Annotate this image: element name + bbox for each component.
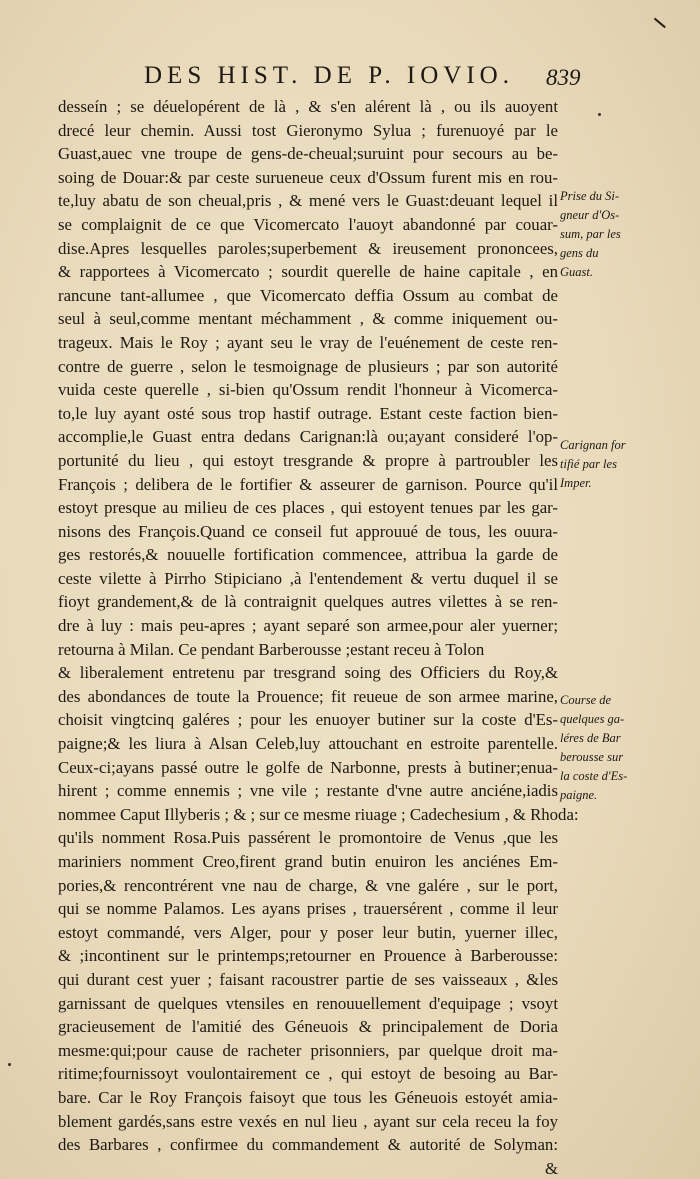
ink-speck	[598, 113, 601, 116]
text-line: qu'ils nomment Rosa.Puis passérent le promontoire de Venus ,que les	[58, 828, 558, 848]
text-line: choisit vingtcinq galéres ; pour les enuoyer butiner sur la coste d'Es-	[58, 710, 558, 730]
margin-note-line: tifié par les	[560, 457, 617, 471]
text-line: Ceux-ci;ayans passé outre le golfe de Narbonne, prests à butiner;enua-	[58, 757, 558, 777]
ink-speck	[8, 1063, 11, 1066]
margin-note-line: Carignan for	[560, 438, 626, 452]
text-line: gracieusement de l'amitié des Géneuois & principalement de Doria	[58, 1017, 558, 1037]
text-line: & liberalement entretenu par tresgrand soing des Officiers du Roy,&	[58, 663, 558, 683]
text-line: estoyt commandé, vers Alger, pour y poser leur butin, yuerner illec,	[58, 922, 558, 942]
text-line: estoyt presque au milieu de ces places , qui estoyent tenues par les gar-	[58, 498, 558, 518]
text-line: nisons des François.Quand ce conseil fut approuué de tous, les ouura-	[58, 521, 558, 541]
text-line: François ; delibera de le fortifier & asseurer de garnison. Pource qu'il	[58, 474, 558, 494]
text-line: des Barbares , confirmee du commandement & autorité de Solyman:	[58, 1135, 558, 1155]
margin-note-line: Imper.	[560, 476, 592, 490]
margin-note-line: sum, par les	[560, 227, 621, 241]
text-line: dre à luy : mais peu-apres ; ayant separé son armee,pour aler yuerner;	[58, 616, 558, 636]
margin-note-line: paigne.	[560, 788, 598, 802]
text-line: portunité du lieu , qui estoyt tresgrande & propre à partroubler les	[58, 450, 558, 470]
text-line: seul à seul,comme mentant méchamment , & comme iniquement ou-	[58, 309, 558, 329]
text-line: soing de Douar:& par ceste surueneue ceux d'Ossum furent mis en rou-	[58, 167, 558, 187]
text-line: contre de guerre , selon le tesmoignage de plusieurs ; par son autorité	[58, 356, 558, 376]
text-line: Guast,auec vne troupe de gens-de-cheual;suruint pour secours au be-	[58, 144, 558, 164]
running-head: DES HIST. DE P. IOVIO.	[144, 62, 514, 89]
text-line: qui se nomme Palamos. Les ayans prises , trauersérent , comme il leur	[58, 899, 558, 919]
margin-note-line: quelques ga-	[560, 712, 625, 726]
margin-note-line: Prise du Si-	[560, 189, 620, 203]
margin-note-line: gneur d'Os-	[560, 208, 620, 222]
margin-note-course-galeres	[560, 691, 670, 805]
text-line: &	[544, 1158, 558, 1178]
text-line: te,luy abatu de son cheual,pris , & mené vers le Guast:deuant lequel il	[58, 191, 558, 211]
text-line: garnissant de quelques vtensiles en renouuellement d'equipage ; vsoyt	[58, 993, 558, 1013]
text-line: mariniers nomment Creo,firent grand butin enuiron les anciénes Em-	[58, 852, 558, 871]
text-line: mesme:qui;pour cause de racheter prisonniers, par quelque droit ma-	[58, 1040, 558, 1060]
text-line: & ;incontinent sur le printemps;retourner en Prouence à Barberousse:	[58, 946, 558, 966]
text-line: drecé leur chemin. Aussi tost Gieronymo Sylua ; furenuoyé par le	[58, 120, 558, 140]
text-line: vuida ceste querelle , si-bien qu'Ossum rendit l'honneur à Vicomerca-	[58, 380, 558, 400]
margin-note-line: Course de	[560, 693, 612, 707]
text-line: rancune tant-allumee , que Vicomercato deffia Ossum au combat de	[58, 285, 558, 305]
text-line: se complaignit de ce que Vicomercato l'auoyt abandonné par couar-	[58, 214, 558, 234]
text-line: retourna à Milan. Ce pendant Barberousse ;estant receu à Tolon	[58, 639, 485, 659]
text-line: des abondances de toute la Prouence; fit reueue de son armee marine,	[58, 686, 558, 706]
page-number: 839	[546, 65, 581, 90]
text-line: bare. Car le Roy François faisoyt que tous les Géneuois estoyét amia-	[58, 1087, 558, 1107]
margin-note-line: Guast.	[560, 265, 593, 279]
text-line: nommee Caput Illyberis ; & ; sur ce mesme riuage ; Cadechesium , & Rhoda:	[58, 804, 579, 824]
text-line: qui durant cest yuer ; faisant racoustrer partie de ses vaisseaux , &les	[58, 969, 558, 989]
text-line: pories,& rencontrérent vne nau de charge, & vne galére , sur le port,	[58, 875, 558, 895]
text-line: fioyt grandement,& de là contraignit quelques autres vilettes à se ren-	[58, 592, 558, 612]
margin-note-line: la coste d'Es-	[560, 769, 628, 783]
text-line: ceste vilette à Pirrho Stipiciano ,à l'entendement & vertu duquel il se	[58, 568, 558, 588]
text-line: paigne;& les liura à Alsan Celeb,luy attouchant en estroite parentelle.	[58, 734, 558, 754]
ink-mark	[654, 18, 666, 28]
text-line: ges restorés,& nouuelle fortification commencee, attribua la garde de	[58, 545, 558, 565]
text-line: & rapportees à Vicomercato ; sourdit querelle de haine capitale , en	[58, 262, 558, 282]
text-line: hirent ; comme ennemis ; vne vile ; restante d'vne autre anciéne,iadis	[58, 781, 558, 801]
text-line: desseín ; se déuelopérent de là , & s'en alérent là , ou ils auoyent	[58, 97, 558, 116]
text-line: dise.Apres lesquelles paroles;superbement & ireusement prononcees,	[58, 238, 558, 258]
margin-note-line: berousse sur	[560, 750, 624, 764]
text-line: trageux. Mais le Roy ; ayant seu le vray de l'euénement de ceste ren-	[58, 332, 558, 352]
page-header	[60, 60, 670, 94]
text-line: to,le luy ayant osté sous trop hastif outrage. Estant ceste faction bien-	[58, 403, 558, 423]
margin-note-carignan	[560, 436, 670, 493]
margin-note-line: léres de Bar	[560, 731, 621, 745]
margin-note-line: gens du	[560, 246, 599, 260]
text-line: accomplie,le Guast entra dedans Carignan:là ou;ayant consideré l'op-	[58, 427, 558, 447]
margin-note-prise-ossum	[560, 187, 670, 282]
text-line: ritime;fournissoyt voulontairement ce , qui estoyt de besoing au Bar-	[58, 1064, 558, 1084]
text-line: blement gardés,sans estre vexés en nul lieu , ayant sur cela receu la foy	[58, 1111, 558, 1131]
